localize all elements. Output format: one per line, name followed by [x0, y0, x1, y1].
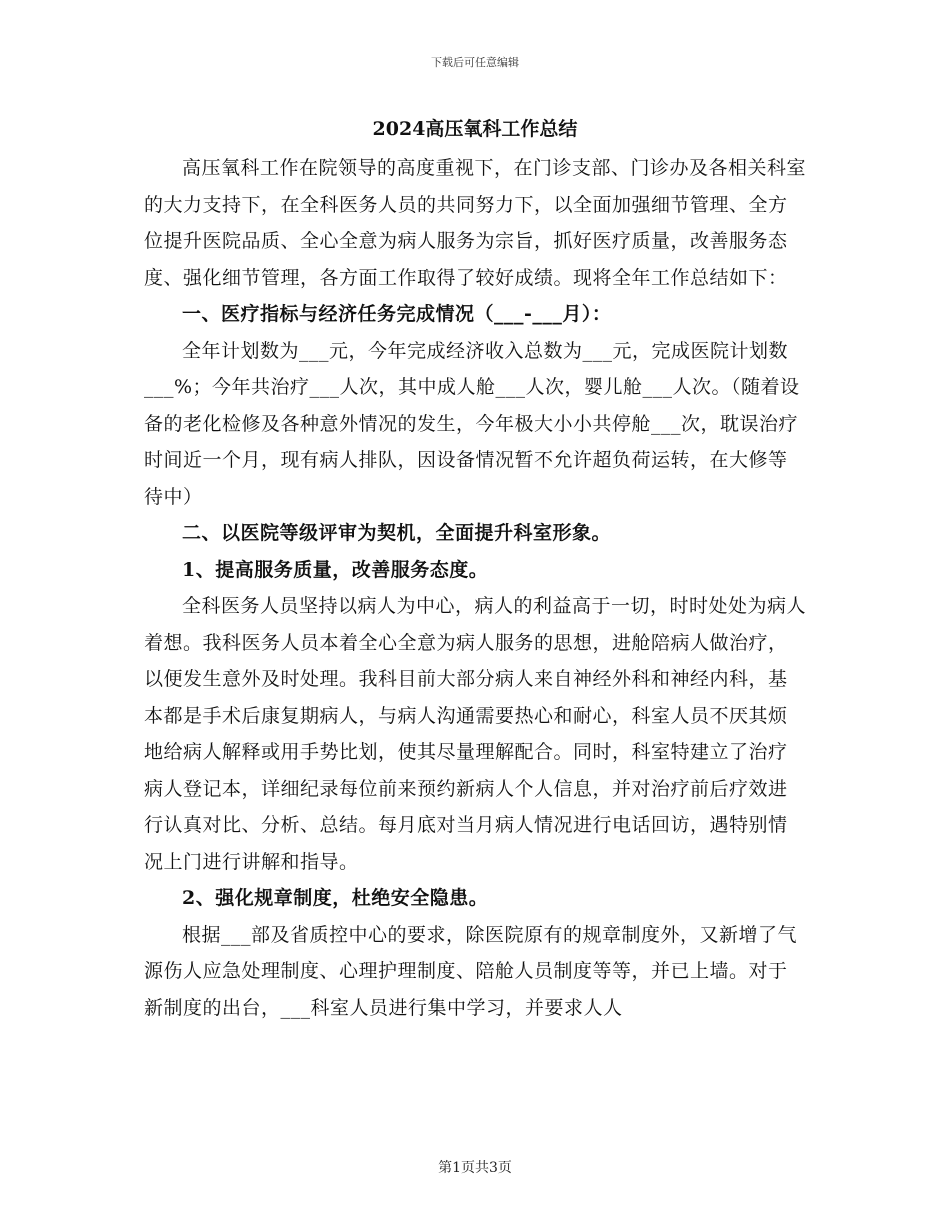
- subsection-2-paragraph: 根据___部及省质控中心的要求，除医院原有的规章制度外，又新增了气源伤人应急处理制度、心理护理制度、陪舱人员制度等等，并已上墙。对于新制度的出台，___科室人员进行集中学习，并要求人人: [144, 923, 798, 1019]
- section-1-paragraph: 全年计划数为___元，今年完成经济收入总数为___元，完成医院计划数___%；今年共治疗___人次，其中成人舱___人次，婴儿舱___人次。（随着设备的老化检修及各种意外情况的发生，今年极大小小共停舱___次，耽误治疗时间近一个月，现有病人排队，因设备情况暂不允许超负荷运转，在大修等待中）: [144, 339, 800, 508]
- section-heading-1: 一、医疗指标与经济任务完成情况（___-___月）：: [182, 303, 612, 325]
- section-heading-2: 二、以医院等级评审为契机，全面提升科室形象。: [182, 522, 612, 544]
- header-note: 下载后可任意编辑: [431, 56, 519, 69]
- page-footer: 第1页共3页: [438, 1160, 512, 1176]
- document-title: 2024高压氧科工作总结: [372, 118, 578, 140]
- subsection-heading-2: 2、强化规章制度，杜绝安全隐患。: [182, 887, 489, 909]
- subsection-heading-1: 1、提高服务质量，改善服务态度。: [182, 558, 489, 581]
- intro-paragraph: 高压氧科工作在院领导的高度重视下，在门诊支部、门诊办及各相关科室的大力支持下，在全科医务人员的共同努力下，以全面加强细节管理、全方位提升医院品质、全心全意为病人服务为宗旨，抓好医疗质量，改善服务态度、强化细节管理，各方面工作取得了较好成绩。现将全年工作总结如下：: [144, 157, 807, 289]
- document-body: [144, 112, 806, 1026]
- subsection-1-paragraph: 全科医务人员坚持以病人为中心，病人的利益高于一切，时时处处为病人着想。我科医务人员本着全心全意为病人服务的思想，进舱陪病人做治疗，以便发生意外及时处理。我科目前大部分病人来自神经外科和神经内科，基本都是手术后康复期病人，与病人沟通需要热心和耐心，科室人员不厌其烦地给病人解释或用手势比划，使其尽量理解配合。同时，科室特建立了治疗病人登记本，详细纪录每位前来预约新病人个人信息，并对治疗前后疗效进行认真对比、分析、总结。每月底对当月病人情况进行电话回访，遇特别情况上门进行讲解和指导。: [144, 595, 807, 873]
